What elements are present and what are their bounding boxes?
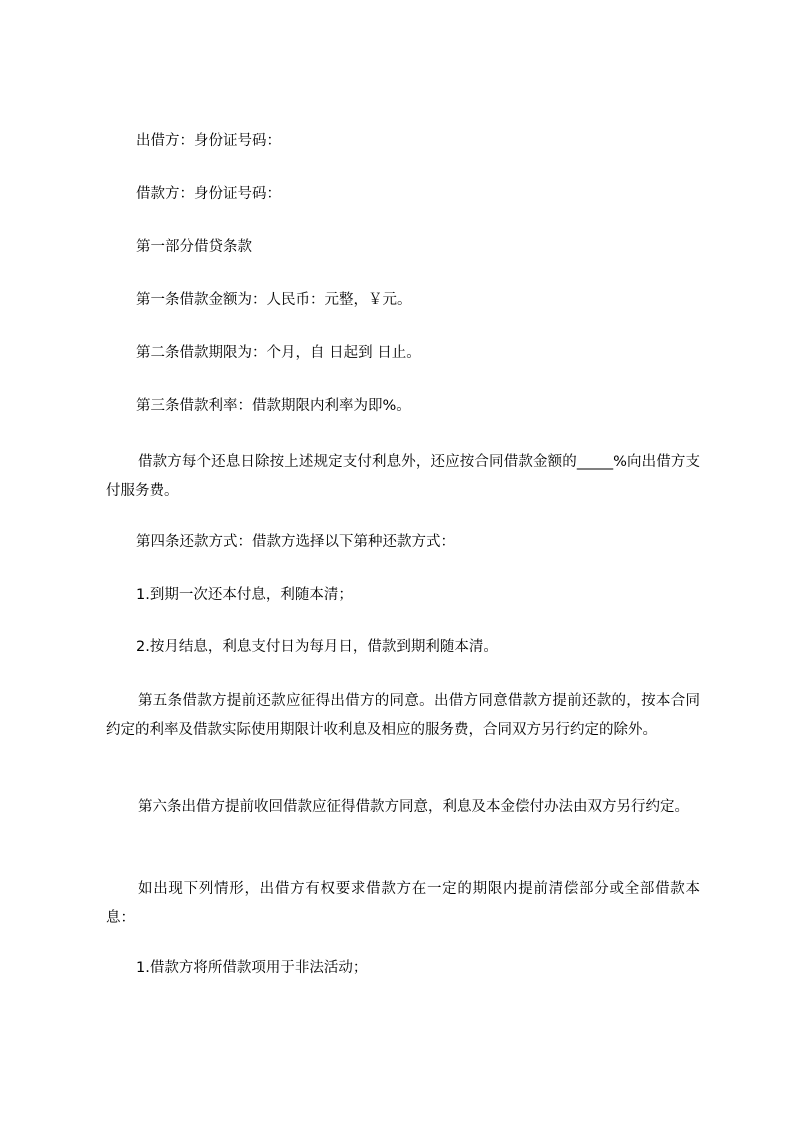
article-6-early-recall: 第六条出借方提前收回借款应征得借款方同意，利息及本金偿付办法由双方另行约定。 [138,799,689,815]
article-3-interest-rate: 第三条借款利率：借款期限内利率为即%。 [136,398,411,414]
repayment-option-2: 2.按月结息，利息支付日为每月日，借款到期利随本清。 [136,639,498,655]
article-2-loan-term: 第二条借款期限为：个月，自 日起到 日止。 [136,345,421,361]
early-repayment-conditions: 如出现下列情形，出借方有权要求借款方在一定的期限内提前清偿部分或全部借款本息： [106,881,700,926]
section-heading: 第一部分借贷条款 [136,239,252,255]
service-fee-paragraph: 借款方每个还息日除按上述规定支付利息外，还应按合同借款金额的_____%向出借方支付服务费。 [106,454,700,499]
repayment-option-1: 1.到期一次还本付息，利随本清； [136,587,353,603]
lender-id-line: 出借方：身份证号码： [136,133,281,149]
article-5-early-repayment: 第五条借款方提前还款应征得出借方的同意。出借方同意借款方提前还款的，按本合同约定的利率及借款实际使用期限计收利息及相应的服务费，合同双方另行约定的除外。 [106,693,700,738]
article-1-loan-amount: 第一条借款金额为：人民币：元整，￥元。 [136,292,412,308]
borrower-id-line: 借款方：身份证号码： [136,186,281,202]
article-4-repayment-method: 第四条还款方式：借款方选择以下第种还款方式： [136,534,455,550]
condition-1-illegal-use: 1.借款方将所借款项用于非法活动； [136,960,368,976]
